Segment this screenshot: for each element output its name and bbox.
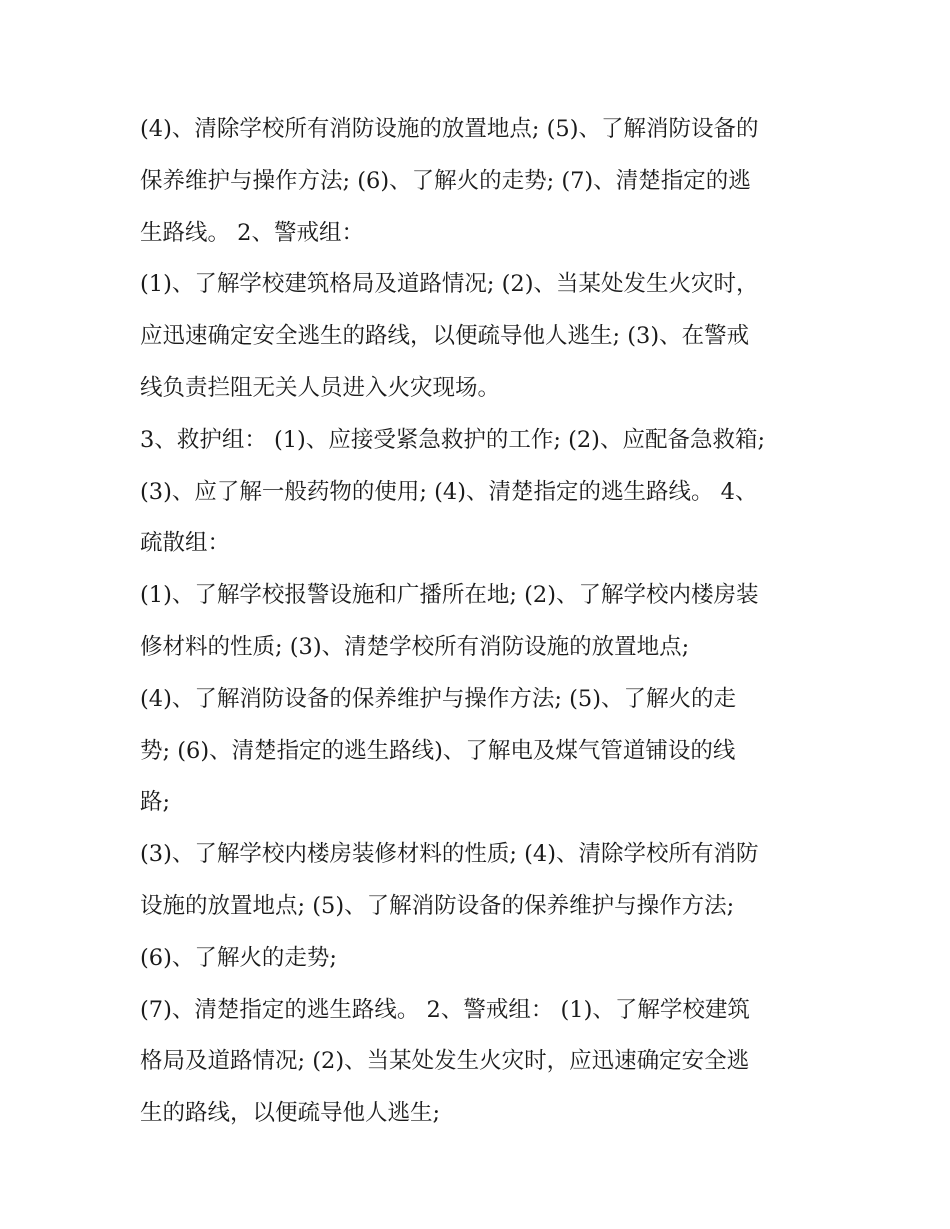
document-body (140, 104, 820, 1140)
text-line: 生路线。 2、警戒组： (140, 219, 364, 246)
text-line: (6)、了解火的走势; (140, 944, 337, 971)
text-line: 保养维护与操作方法; (6)、了解火的走势; (7)、清楚指定的逃 (140, 167, 751, 194)
text-line: 应迅速确定安全逃生的路线，以便疏导他人逃生; (3)、在警戒 (140, 323, 750, 350)
text-line: 势; (6)、清楚指定的逃生路线)、了解电及煤气管道铺设的线 (140, 737, 736, 764)
text-line: 疏散组： (140, 530, 231, 557)
text-line: 3、救护组： (1)、应接受紧急救护的工作; (2)、应配备急救箱; (140, 426, 766, 453)
text-line: 设施的放置地点; (5)、了解消防设备的保养维护与操作方法; (140, 892, 735, 919)
text-line: (1)、了解学校建筑格局及道路情况; (2)、当某处发生火灾时， (140, 271, 759, 298)
text-line: 路; (140, 789, 171, 816)
text-line: (7)、清楚指定的逃生路线。 2、警戒组： (1)、了解学校建筑 (140, 996, 750, 1023)
text-line: (3)、了解学校内楼房装修材料的性质; (4)、清除学校所有消防 (140, 841, 759, 868)
text-line: (4)、了解消防设备的保养维护与操作方法; (5)、了解火的走 (140, 685, 736, 712)
text-line: (3)、应了解一般药物的使用; (4)、清楚指定的逃生路线。 4、 (140, 478, 758, 505)
text-line: (4)、清除学校所有消防设施的放置地点; (5)、了解消防设备的 (140, 116, 759, 142)
text-line: 线负责拦阻无关人员进入火灾现场。 (140, 374, 501, 401)
text-line: 生的路线，以便疏导他人逃生; (140, 1100, 441, 1127)
text-line: 格局及道路情况; (2)、当某处发生火灾时，应迅速确定安全逃 (140, 1048, 750, 1075)
text-line: 修材料的性质; (3)、清楚学校所有消防设施的放置地点; (140, 633, 690, 660)
text-line: (1)、了解学校报警设施和广播所在地; (2)、了解学校内楼房装 (140, 582, 759, 609)
